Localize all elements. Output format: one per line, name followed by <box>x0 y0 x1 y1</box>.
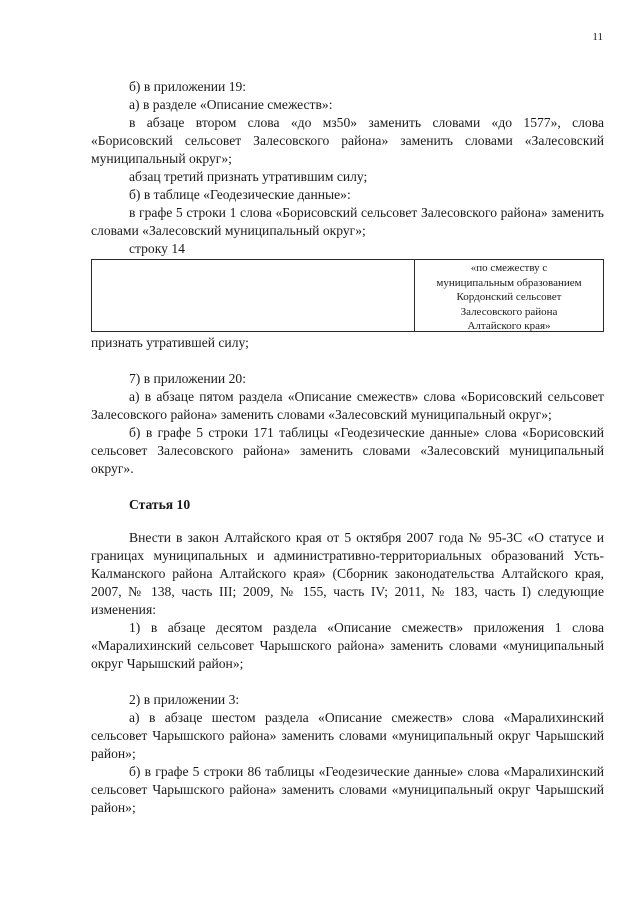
paragraph: а) в абзаце пятом раздела «Описание смежеств» слова «Борисовский сельсовет Залесовского района» заменить словами «Залесовский муниципальный округ»; <box>91 389 604 422</box>
paragraph: б) в таблице «Геодезические данные»: <box>129 187 351 202</box>
table-cell-description <box>415 260 603 331</box>
paragraph: б) в графе 5 строки 171 таблицы «Геодезические данные» слова «Борисовский сельсовет Залесовского района» заменить словами «Залесовский муниципальный округ». <box>91 425 604 476</box>
page-number: 11 <box>592 31 603 43</box>
paragraph: абзац третий признать утратившим силу; <box>129 169 368 184</box>
geodetic-table-row <box>91 259 604 332</box>
table-cell-line: Кордонский сельсовет <box>456 291 562 304</box>
paragraph: в абзаце втором слова «до мз50» заменить словами «до 1577», слова «Борисовский сельсовет Залесовского района» заменить словами «Залесовский муниципальный округ»; <box>91 115 604 166</box>
table-cell-line: Алтайского края» <box>467 320 551 333</box>
paragraph: а) в абзаце шестом раздела «Описание смежеств» слова «Маралихинский сельсовет Чарышского района» заменить словами «муниципальный округ Чарышский район»; <box>91 710 604 761</box>
paragraph: в графе 5 строки 1 слова «Борисовский сельсовет Залесовского района» заменить словами «Залесовский муниципальный округ»; <box>91 205 604 238</box>
table-cell-line: Залесовского района <box>460 305 558 318</box>
paragraph: строку 14 <box>129 241 185 256</box>
paragraph: 7) в приложении 20: <box>129 371 246 386</box>
table-cell-line: «по смежеству с <box>470 262 548 274</box>
page-content <box>91 78 604 817</box>
paragraph: Внести в закон Алтайского края от 5 октября 2007 года № 95-ЗС «О статусе и границах муниципальных и административно-территориальных образований Усть-Калманского района Алтайского края» (Сборник законодательства Алтайского края, 2007, № 138, часть III; 2009, № 155, часть IV; 2011, № 183, часть I) следующие изменения: <box>91 530 604 617</box>
article-title: Статья 10 <box>129 497 191 512</box>
paragraph: 1) в абзаце десятом раздела «Описание смежеств» приложения 1 слова «Маралихинский сельсовет Чарышского района» заменить словами «муниципальный округ Чарышский район»; <box>91 620 604 671</box>
paragraph: б) в приложении 19: <box>129 79 247 94</box>
table-cell-empty <box>92 260 415 331</box>
paragraph: а) в разделе «Описание смежеств»: <box>129 97 333 112</box>
table-cell-line: муниципальным образованием <box>436 276 582 289</box>
paragraph: б) в графе 5 строки 86 таблицы «Геодезические данные» слова «Маралихинский сельсовет Чарышского района» заменить словами «муниципальный округ Чарышский район»; <box>91 764 604 815</box>
paragraph: 2) в приложении 3: <box>129 692 240 707</box>
paragraph: признать утратившей силу; <box>91 335 249 350</box>
